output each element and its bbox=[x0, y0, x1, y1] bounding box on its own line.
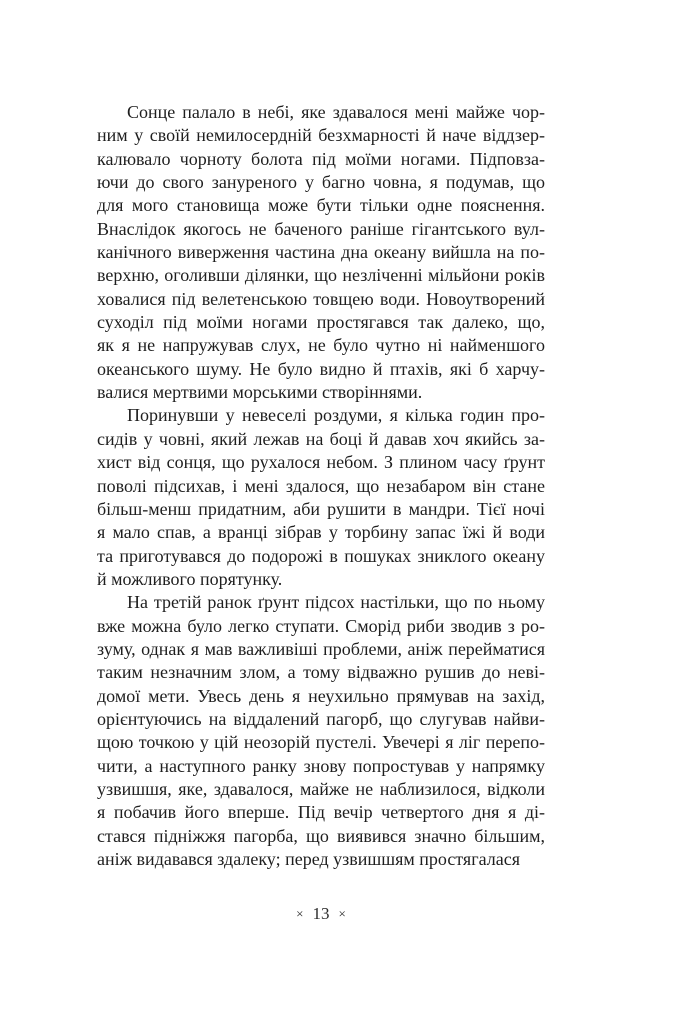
text-line: та приготувався до подорожі в пошуках зниклого океану bbox=[97, 545, 545, 566]
text-line: Внаслідок якогось не баченого раніше гігантського вул- bbox=[97, 218, 545, 239]
paragraph-2 bbox=[97, 404, 545, 591]
text-line: таким незначним злом, а тому відважно рушив до неві- bbox=[97, 662, 545, 683]
text-line: хист від сонця, що рухалося небом. З плином часу ґрунт bbox=[97, 452, 545, 473]
text-line: чити, а наступного ранку знову попростував у напрямку bbox=[97, 755, 545, 776]
text-line: калювало чорноту болота під моїми ногами. Підповза- bbox=[97, 148, 545, 169]
text-line: домої мети. Увесь день я неухильно прямував на захід, bbox=[97, 685, 545, 706]
text-line: верхню, оголивши ділянки, що незліченні мільйони років bbox=[97, 265, 545, 286]
text-line: узвишшя, яке, здавалося, майже не наблизилося, відколи bbox=[97, 778, 545, 799]
page-text-block bbox=[97, 101, 545, 871]
text-line: аніж видавався здалеку; перед узвишшям простягалася bbox=[97, 849, 520, 869]
text-line: ховалися під велетенською товщею води. Новоутворений bbox=[97, 288, 545, 309]
text-line: океанського шуму. Не було видно й птахів, які б харчу- bbox=[97, 358, 545, 379]
page-number: 13 bbox=[312, 904, 330, 923]
text-line: для мого становища може бути тільки одне пояснення. bbox=[97, 195, 545, 216]
text-line: я мало спав, а вранці зібрав у торбину запас їжі й води bbox=[97, 522, 545, 543]
text-line: зуму, однак я мав важливіші проблеми, аніж перейматися bbox=[97, 638, 545, 659]
footer-ornament-right: × bbox=[338, 906, 346, 921]
text-line: стався підніжжя пагорба, що виявився значно більшим, bbox=[97, 825, 545, 846]
text-line: ним у своїй немилосердній безхмарності й наче віддзер- bbox=[97, 125, 545, 146]
text-line: ючи до свого зануреного у багно човна, я подумав, що bbox=[97, 172, 545, 193]
text-line: суходіл під моїми ногами простягався так далеко, що, bbox=[97, 312, 545, 333]
text-line: більш-менш придатним, аби рушити в мандри. Тієї ночі bbox=[97, 498, 545, 519]
text-line: як я не напружував слух, не було чутно ні найменшого bbox=[97, 335, 545, 356]
text-line: На третій ранок ґрунт підсох настільки, що по ньому bbox=[127, 592, 545, 613]
text-line: канічного виверження частина дна океану вийшла на по- bbox=[97, 242, 545, 263]
page-footer bbox=[97, 904, 545, 924]
text-line: Сонце палало в небі, яке здавалося мені майже чор- bbox=[127, 102, 545, 122]
text-line: й можливого порятунку. bbox=[97, 568, 283, 589]
text-line: сидів у човні, який лежав на боці й давав хоч якийсь за- bbox=[97, 428, 545, 449]
text-line: поволі підсихав, і мені здалося, що незабаром він стане bbox=[97, 475, 545, 496]
footer-ornament-left: × bbox=[296, 906, 304, 921]
text-line: я побачив його вперше. Під вечір четвертого дня я ді- bbox=[97, 802, 545, 823]
text-line: вже можна було легко ступати. Сморід риби зводив з ро- bbox=[97, 615, 545, 636]
text-line: Поринувши у невеселі роздуми, я кілька годин про- bbox=[127, 405, 545, 426]
text-line: щою точкою у цій неозорій пустелі. Увечері я ліг перепо- bbox=[97, 732, 545, 753]
text-line: валися мертвими морськими створіннями. bbox=[97, 382, 423, 403]
paragraph-3 bbox=[97, 591, 545, 871]
paragraph-1 bbox=[97, 101, 545, 404]
text-line: орієнтуючись на віддалений пагорб, що слугував найви- bbox=[97, 708, 545, 729]
